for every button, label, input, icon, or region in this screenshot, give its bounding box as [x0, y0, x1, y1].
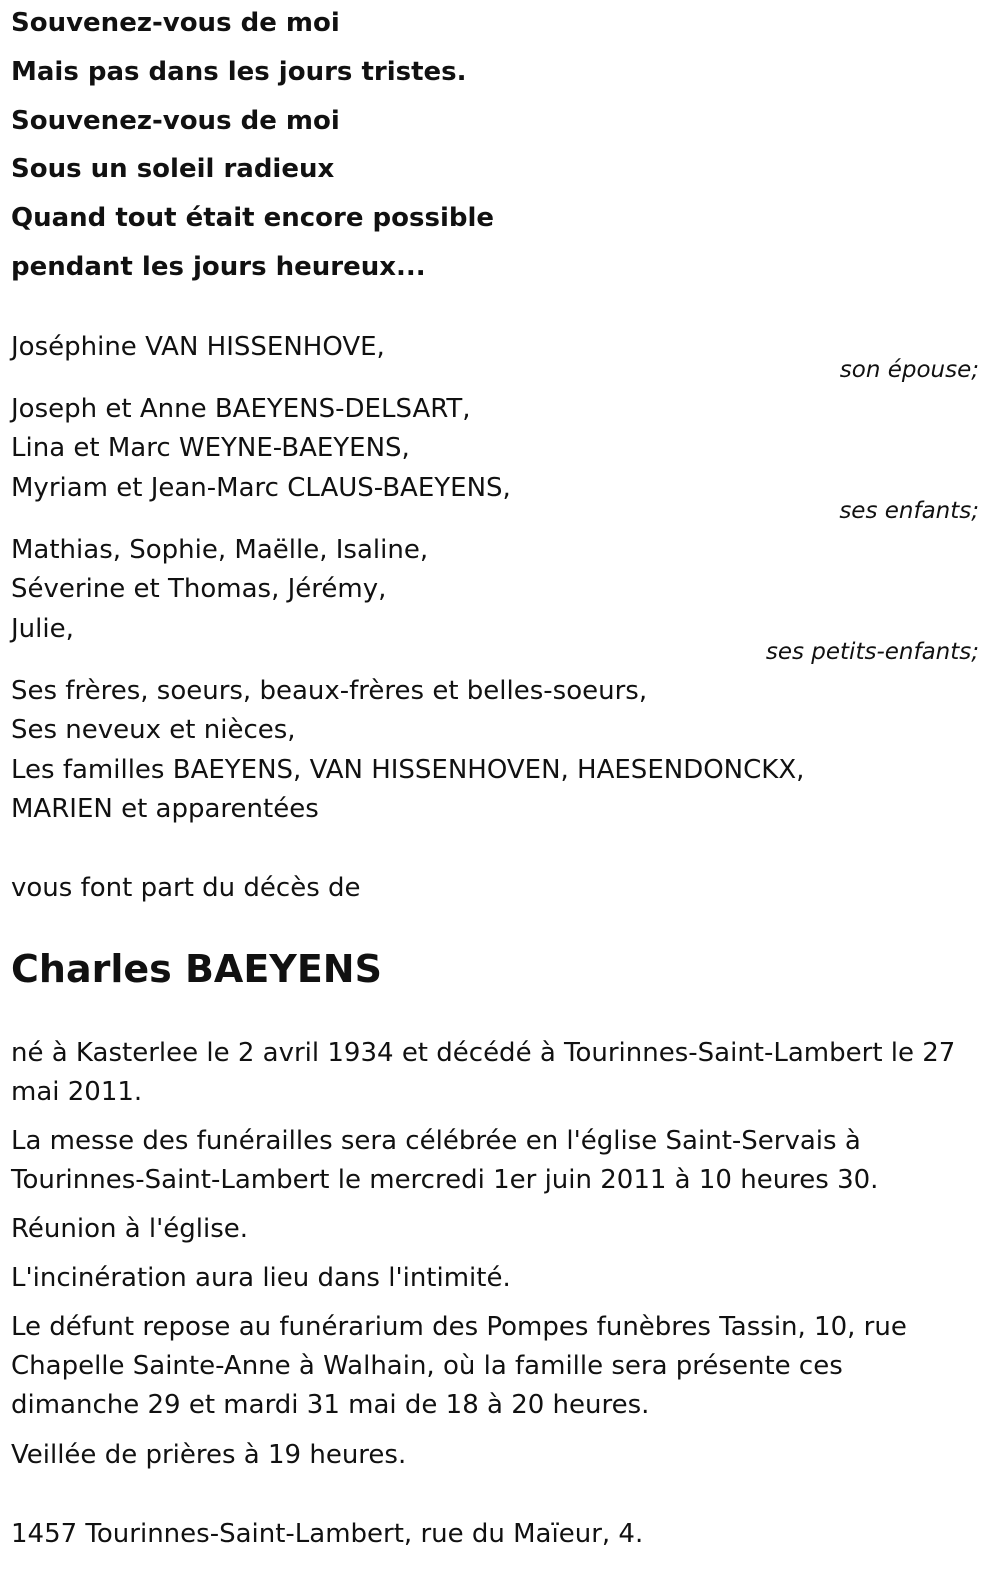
poem-line: Souvenez-vous de moi: [11, 106, 340, 136]
relatives-line: MARIEN et apparentées: [11, 794, 319, 824]
rest-line: Chapelle Sainte-Anne à Walhain, où la famille sera présente ces: [11, 1351, 843, 1381]
relatives-line: Ses neveux et nièces,: [11, 715, 296, 745]
grandchild-name: Mathias, Sophie, Maëlle, Isaline,: [11, 535, 429, 565]
spouse-name: Joséphine VAN HISSENHOVE,: [11, 332, 385, 362]
announcement-text: vous font part du décès de: [11, 873, 361, 903]
child-name: Joseph et Anne BAEYENS-DELSART,: [11, 394, 471, 424]
poem-line: pendant les jours heureux...: [11, 252, 426, 282]
mass-line: Tourinnes-Saint-Lambert le mercredi 1er juin 2011 à 10 heures 30.: [11, 1165, 879, 1195]
cremation-line: L'incinération aura lieu dans l'intimité.: [11, 1263, 511, 1293]
deceased-name: Charles BAEYENS: [11, 947, 382, 991]
relatives-line: Les familles BAEYENS, VAN HISSENHOVEN, HAESENDONCKX,: [11, 755, 805, 785]
poem-line: Mais pas dans les jours tristes.: [11, 57, 467, 87]
birth-death-line: mai 2011.: [11, 1077, 143, 1107]
rest-line: Le défunt repose au funérarium des Pompes funèbres Tassin, 10, rue: [11, 1312, 907, 1342]
vigil-line: Veillée de prières à 19 heures.: [11, 1440, 407, 1470]
birth-death-line: né à Kasterlee le 2 avril 1934 et décédé à Tourinnes-Saint-Lambert le 27: [11, 1038, 956, 1068]
poem-line: Sous un soleil radieux: [11, 154, 335, 184]
grandchild-name: Julie,: [11, 614, 74, 644]
spouse-relation: son épouse;: [839, 357, 979, 383]
mass-line: La messe des funérailles sera célébrée en l'église Saint-Servais à: [11, 1126, 861, 1156]
relatives-line: Ses frères, soeurs, beaux-frères et belles-soeurs,: [11, 676, 648, 706]
poem-line: Quand tout était encore possible: [11, 203, 495, 233]
address-line: 1457 Tourinnes-Saint-Lambert, rue du Maïeur, 4.: [11, 1519, 644, 1549]
poem-line: Souvenez-vous de moi: [11, 8, 340, 38]
rest-line: dimanche 29 et mardi 31 mai de 18 à 20 heures.: [11, 1390, 650, 1420]
child-name: Myriam et Jean-Marc CLAUS-BAEYENS,: [11, 473, 511, 503]
grandchildren-relation: ses petits-enfants;: [765, 639, 979, 665]
grandchild-name: Séverine et Thomas, Jérémy,: [11, 574, 387, 604]
meeting-line: Réunion à l'église.: [11, 1214, 249, 1244]
children-relation: ses enfants;: [839, 498, 979, 524]
child-name: Lina et Marc WEYNE-BAEYENS,: [11, 433, 410, 463]
